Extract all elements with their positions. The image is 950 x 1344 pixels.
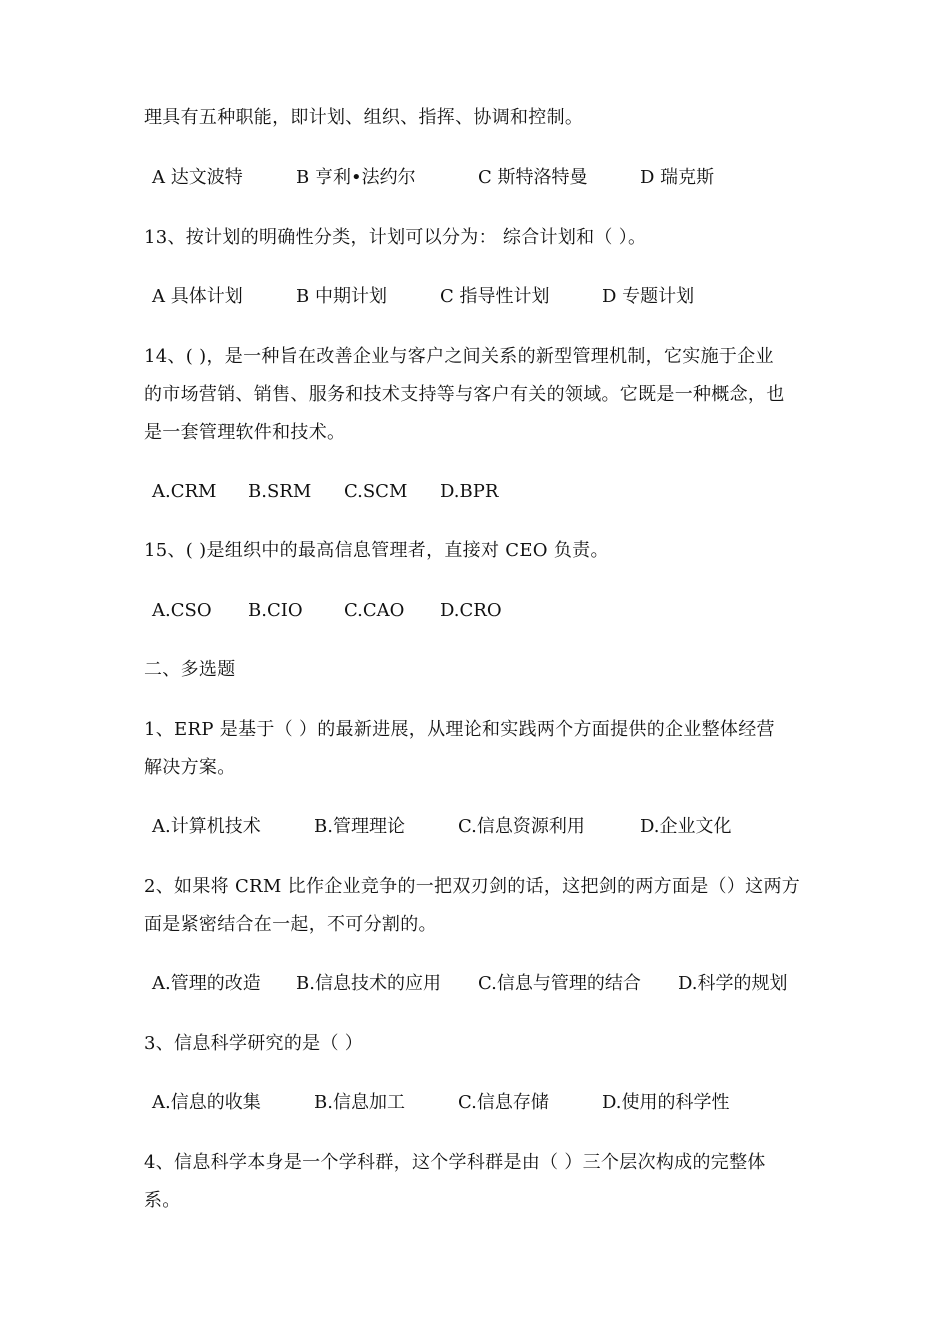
option-a: A.CRM	[152, 481, 217, 502]
question-12-text: 理具有五种职能，即计划、组织、指挥、协调和控制。	[144, 107, 584, 128]
option-c: C.信息存储	[458, 1092, 549, 1113]
option-a: A 达文波特	[152, 167, 243, 188]
multi-question-4-line-2: 系。	[144, 1190, 181, 1211]
option-a: A.信息的收集	[152, 1092, 261, 1113]
option-a: A.计算机技术	[152, 816, 261, 837]
option-d: D 专题计划	[602, 286, 695, 307]
option-a: A 具体计划	[152, 286, 243, 307]
option-b: B.信息加工	[314, 1092, 405, 1113]
question-15-text: 15、( )是组织中的最高信息管理者，直接对 CEO 负责。	[144, 540, 609, 561]
question-14-line-2: 的市场营销、销售、服务和技术支持等与客户有关的领域。它既是一种概念，也	[144, 384, 785, 405]
option-b: B 中期计划	[296, 286, 387, 307]
question-14-line-3: 是一套管理软件和技术。	[144, 422, 346, 443]
option-d: D.科学的规划	[678, 973, 788, 994]
option-d: D.企业文化	[640, 816, 732, 837]
multi-question-2-line-1: 2、如果将 CRM 比作企业竞争的一把双刃剑的话，这把剑的两方面是（）这两方	[144, 876, 801, 897]
option-c: C.信息资源利用	[458, 816, 585, 837]
option-d: D 瑞克斯	[640, 167, 715, 188]
option-b: B.SRM	[248, 481, 312, 502]
option-a: A.CSO	[152, 600, 212, 621]
option-d: D.CRO	[440, 600, 502, 621]
option-b: B.信息技术的应用	[296, 973, 441, 994]
question-14-line-1: 14、( )，是一种旨在改善企业与客户之间关系的新型管理机制，它实施于企业	[144, 346, 774, 367]
question-13-text: 13、按计划的明确性分类，计划可以分为： 综合计划和（ ）。	[144, 227, 647, 248]
option-b: B.管理理论	[314, 816, 405, 837]
multi-question-2-line-2: 面是紧密结合在一起，不可分割的。	[144, 914, 437, 935]
option-a: A.管理的改造	[152, 973, 261, 994]
multi-question-4-line-1: 4、信息科学本身是一个学科群，这个学科群是由（ ）三个层次构成的完整体	[144, 1152, 766, 1173]
option-c: C 指导性计划	[440, 286, 550, 307]
section-heading: 二、多选题	[144, 659, 236, 680]
option-d: D.使用的科学性	[602, 1092, 730, 1113]
option-c: C.CAO	[344, 600, 405, 621]
multi-question-3-text: 3、信息科学研究的是（ ）	[144, 1033, 364, 1054]
option-b: B 亨利•法约尔	[296, 167, 416, 188]
option-c: C.信息与管理的结合	[478, 973, 641, 994]
option-c: C.SCM	[344, 481, 408, 502]
option-c: C 斯特洛特曼	[478, 167, 588, 188]
option-b: B.CIO	[248, 600, 303, 621]
multi-question-1-line-1: 1、ERP 是基于（ ）的最新进展，从理论和实践两个方面提供的企业整体经营	[144, 719, 775, 740]
option-d: D.BPR	[440, 481, 499, 502]
multi-question-1-line-2: 解决方案。	[144, 757, 236, 778]
